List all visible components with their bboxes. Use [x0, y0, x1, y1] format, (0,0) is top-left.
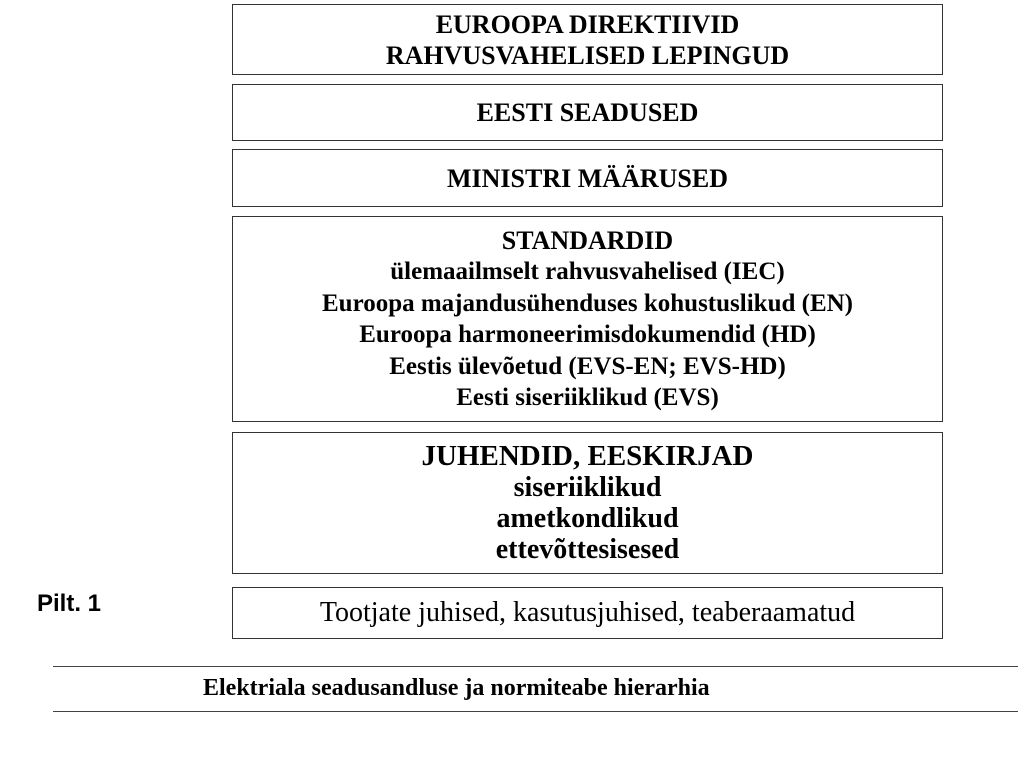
- level-line: MINISTRI MÄÄRUSED: [447, 163, 728, 193]
- level-standards: [232, 216, 943, 422]
- level-line: ülemaailmselt rahvusvahelised (IEC): [390, 258, 785, 285]
- level-line: EUROOPA DIREKTIIVID: [435, 9, 740, 39]
- level-heading: STANDARDID: [501, 225, 674, 255]
- caption-divider-top: [53, 666, 1018, 667]
- figure-label: Pilt. 1: [37, 590, 102, 617]
- level-manufacturer-guides: [232, 587, 943, 639]
- level-line: RAHVUSVAHELISED LEPINGUD: [385, 40, 790, 70]
- level-line: EESTI SEADUSED: [476, 98, 699, 127]
- level-line: ametkondlikud: [496, 503, 679, 534]
- level-line: Tootjate juhised, kasutusjuhised, teaberaamatud: [319, 597, 856, 628]
- level-guides-rules: [232, 432, 943, 574]
- level-estonian-laws: [232, 84, 943, 141]
- level-line: Euroopa majandusühenduses kohustuslikud (EN): [321, 289, 854, 317]
- level-european-directives: [232, 4, 943, 75]
- caption-divider-bottom: [53, 711, 1018, 712]
- level-heading: JUHENDID, EESKIRJAD: [421, 440, 754, 472]
- level-minister-regulations: [232, 149, 943, 207]
- level-line: Euroopa harmoneerimisdokumendid (HD): [359, 321, 816, 348]
- level-line: siseriiklikud: [513, 472, 662, 503]
- level-line: Eestis ülevõetud (EVS-EN; EVS-HD): [389, 352, 786, 380]
- level-line: Eesti siseriiklikud (EVS): [456, 384, 719, 411]
- figure-caption: Elektriala seadusandluse ja normiteabe hierarhia: [203, 675, 710, 701]
- level-line: ettevõttesisesed: [495, 534, 680, 565]
